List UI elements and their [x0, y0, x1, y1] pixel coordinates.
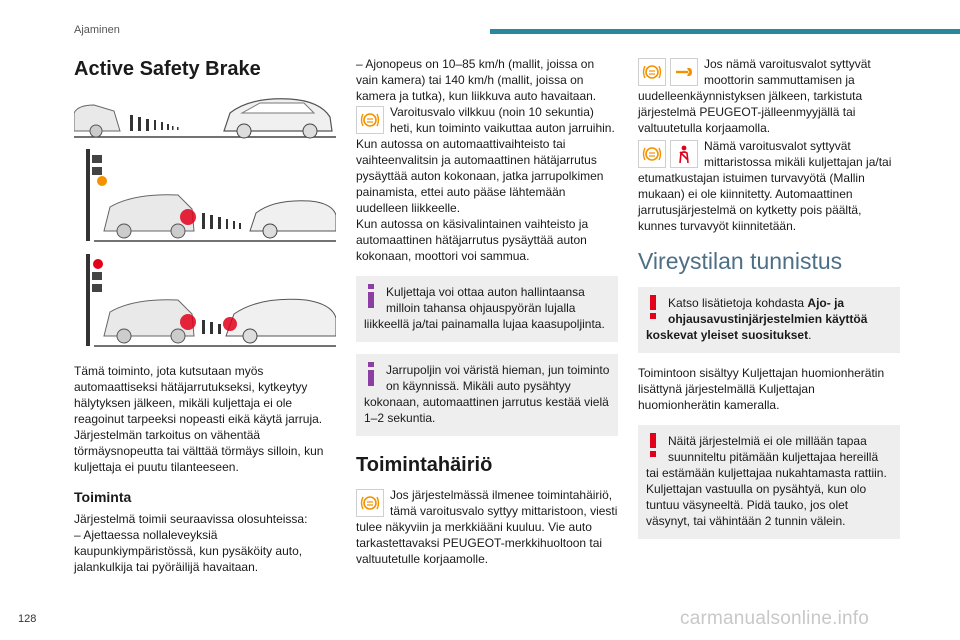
- column-3: [638, 56, 900, 551]
- info-icon: [364, 362, 378, 386]
- page-header-section: Ajaminen: [74, 24, 120, 36]
- brake-warning-icon: [356, 106, 384, 134]
- manual-gearbox-paragraph: Kun autossa on käsivalintainen vaihteisto ja automaattinen hätäjarrutus pysäyttää auton kokonaan, moottori voi sammua.: [356, 217, 589, 263]
- car-ahead-braking-icon: [104, 195, 196, 238]
- drowsiness-warning-text: Näitä järjestelmiä ei ole millään tapaa suunniteltu pitämään kuljettajaa hereillä tai estämään kuljettajaa nukahtamasta rattiin. Kuljettajan vastuulla on pysähtyä, kun olo tuntuu väsyneeltä. Pidä tauko, jos olet väsynyt, tai vähintään 2 tunnin välein.: [646, 434, 887, 528]
- illustration-emergency-braking: [74, 254, 336, 349]
- section-heading-fault: Toimintahäiriö: [356, 454, 493, 476]
- own-car-icon: [224, 99, 332, 138]
- warning-text-pre: Katso lisätietoja kohdasta: [668, 296, 808, 310]
- radar-bars-icon: [130, 115, 179, 131]
- traffic-light-icon: [86, 149, 107, 241]
- car-ahead-icon: [74, 105, 120, 137]
- icon-paragraph-flashing: [356, 104, 618, 136]
- own-car-icon: [223, 299, 336, 343]
- column-2: [356, 56, 618, 567]
- page-title: Active Safety Brake: [74, 58, 261, 80]
- own-car-icon: [250, 201, 336, 238]
- illustration-car-detection: [74, 91, 336, 139]
- radar-bars-icon: [202, 320, 221, 334]
- watermark: carmanualsonline.info: [680, 608, 870, 629]
- brake-warning-icon: [356, 489, 384, 517]
- info-icon: [364, 284, 378, 308]
- automatic-gearbox-paragraph: Kun autossa on automaattivaihteisto tai vaihteenvalitsin ja automaattinen hätäjarrutus pysäyttää auton kokonaan, jatka jarrupolkimen painamista, ettei auto pääse lähtemään uudelleen liikkeelle.: [356, 137, 604, 215]
- icon-paragraph-fault: [356, 487, 618, 567]
- brake-warning-icon: [638, 140, 666, 168]
- toiminta-paragraph: Järjestelmä toimii seuraavissa olosuhteissa:: [74, 512, 308, 526]
- header-accent-bar: [490, 29, 960, 34]
- toiminta-item: – Ajettaessa nollaleveyksiä kaupunkiympäristössä, kun pysäköity auto, jalankulkija tai pyöräilijä havaitaan.: [74, 528, 303, 574]
- radar-bars-icon: [202, 213, 241, 229]
- info-text-pedal-vibration: Jarrupoljin voi väristä hieman, jun toiminto on käynnissä. Mikäli auto pysähtyy kokonaan, automaattinen jarrutus kestää vielä 1–2 sekuntia.: [364, 363, 610, 425]
- icon-paragraph-restart: [638, 56, 900, 136]
- intro-paragraph: Tämä toiminto, jota kutsutaan myös automaattiseksi hätäjarrutukseksi, kytkeytyy hälytyksen jälkeen, mikäli kuljettaja ei ole reagoinut tarpeeksi nopeasti eikä käytä jarruja. Järjestelmän tarkoitus on vähentää törmäysnopeutta tai välttää törmäys silloin, kun kuljettaja ei puutu tilanteeseen.: [74, 364, 324, 474]
- warning-exclamation-icon: [646, 433, 660, 457]
- info-box-pedal-vibration: [356, 354, 618, 436]
- warning-text-post: .: [808, 328, 812, 342]
- restart-text: Jos nämä varoitusvalot syttyvät moottorin sammuttamisen ja uudelleenkäynnistyksen jälkeen, tarkistuta järjestelmä PEUGEOT-jälleenmyyjällä tai valtuutetulla korjaamolla.: [638, 57, 871, 135]
- wrench-service-icon: [670, 58, 698, 86]
- warning-exclamation-icon: [646, 295, 660, 319]
- illustration-warning-signal: [74, 149, 336, 244]
- brake-warning-icon: [638, 58, 666, 86]
- section-heading-toiminta: Toiminta: [74, 489, 132, 505]
- warning-box-recommendations: [638, 287, 900, 353]
- flashing-text: Varoitusvalo vilkkuu (noin 10 sekuntia) heti, kun toiminto vaikuttaa auton jarruihin.: [390, 105, 615, 135]
- driver-attention-paragraph: Toimintoon sisältyy Kuljettajan huomionherätin lisättynä järjestelmällä Kuljettajan huomionherätin kameralla.: [638, 366, 885, 412]
- info-text-take-control: Kuljettaja voi ottaa auton hallintaansa milloin tahansa ohjauspyörän lujalla liikkeellä ja/tai painamalla lujaa kaasupoljinta.: [364, 285, 605, 331]
- icon-paragraph-seatbelt: [638, 138, 900, 234]
- traffic-light-icon: [86, 254, 103, 346]
- warning-box-drowsiness: [638, 425, 900, 539]
- info-box-take-control: [356, 276, 618, 342]
- warning-reference-link[interactable]: Ajo- ja ohjausavustinjärjestelmien käyttöä koskevat yleiset suositukset: [646, 296, 868, 342]
- seatbelt-warning-icon: [670, 140, 698, 168]
- column-1: [74, 56, 336, 575]
- page-number: 128: [18, 613, 37, 625]
- seatbelt-text: Nämä varoitusvalot syttyvät mittaristossa mikäli kuljettajan ja/tai etumatkustajan istuimen turvavyötä (Mallin mukaan) ei ole kiinnitetty. Automaattinen jarrutusjärjestelmä on kytketty pois päältä, kunnes turvavyöt kiinnitetään.: [638, 139, 892, 233]
- section-heading-vireystila: Vireystilan tunnistus: [638, 248, 843, 274]
- fault-text: Jos järjestelmässä ilmenee toimintahäiriö, tämä varoitusvalo syttyy mittaristoon, viesti tulee näkyviin ja merkkiääni kuuluu. Vie auto tarkastettavaksi PEUGEOT-merkkihuoltoon tai valtuutetulle korjaamolle.: [356, 488, 618, 566]
- speed-condition-paragraph: – Ajonopeus on 10–85 km/h (mallit, joissa on vain kamera) tai 140 km/h (mallit, joissa on kamera ja tutka), kun liikkuva auto havaitaan.: [356, 57, 597, 103]
- car-ahead-braking-icon: [104, 300, 196, 343]
